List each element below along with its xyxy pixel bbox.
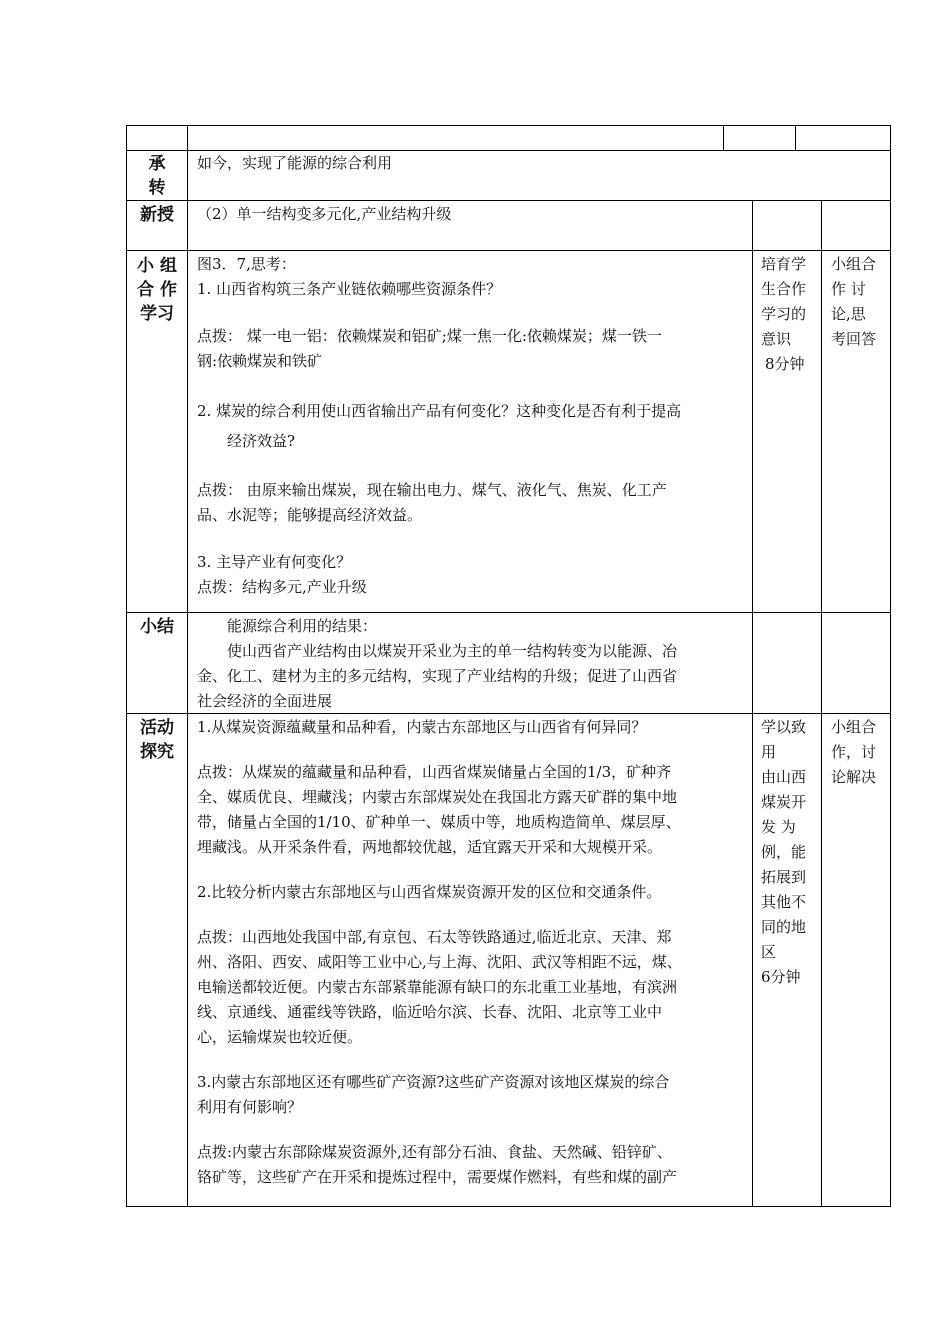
content-line: 如今，实现了能源的综合利用 (197, 154, 393, 172)
table-rule (795, 125, 796, 150)
hint: 州、洛阳、西安、咸阳等工业中心,与上海、沈阳、武汉等相距不远，煤、 (197, 953, 682, 971)
intent-line: 由山西 (761, 768, 807, 786)
label-line: 转 (148, 178, 166, 198)
label-line: 活动 (140, 718, 174, 738)
hint: 点拨：从煤炭的蕴藏量和品种看，山西省煤炭储量占全国的1/3，矿种齐 (197, 763, 672, 781)
row-intent-group-study (761, 252, 806, 377)
intent-line: 其他不 (761, 893, 807, 911)
intent-line: 用 (761, 743, 777, 761)
label-line: 承 (148, 154, 166, 174)
hint: 钢:依赖煤炭和铁矿 (197, 352, 323, 370)
method-line: 小组合 (831, 718, 877, 736)
row-content-activity (197, 715, 682, 1190)
row-method-group-study (831, 252, 876, 352)
intent-line: 学以致 (761, 718, 807, 736)
question: 利用有何影响？ (197, 1098, 303, 1116)
intent-line: 生合作 (761, 280, 807, 298)
intent-line: 意识 (761, 330, 792, 348)
label-line: 小结 (140, 617, 174, 637)
hint: 电输送都较近便。内蒙古东部紧靠能源有缺口的东北重工业基地，有滨洲 (197, 978, 678, 996)
question: 1.从煤炭资源蕴藏量和品种看，内蒙古东部地区与山西省有何异同？ (197, 718, 647, 736)
hint: 线、京通线、通霍线等铁路，临近哈尔滨、长春、沈阳、北京等工业中 (197, 1003, 663, 1021)
intent-line: 拓展到 (761, 868, 807, 886)
method-line: 小组合 (831, 255, 877, 273)
intent-line: 6分钟 (761, 968, 801, 986)
table-border-bottom (126, 1206, 891, 1207)
hint: 点拨： 煤一电一铝：依赖煤炭和铝矿;煤一焦一化:依赖煤炭；煤一铁一 (197, 327, 662, 345)
hint: 点拨： 由原来输出煤炭，现在输出电力、煤气、液化气、焦炭、化工产 (197, 481, 667, 499)
hint: 全、媒质优良、埋藏浅；内蒙古东部煤炭处在我国北方露天矿群的集中地 (197, 788, 678, 806)
hint: 埋藏浅。从开采条件看，两地都较优越，适宜露天开采和大规模开采。 (197, 838, 663, 856)
table-border-right (890, 125, 891, 1207)
hint: 品、水泥等；能够提高经济效益。 (197, 506, 423, 524)
row-label-summary (127, 615, 187, 639)
intent-line: 学习的 (761, 305, 807, 323)
table-rule (821, 200, 822, 1207)
row-content-group-study (197, 252, 681, 600)
label-line: 学习 (140, 304, 174, 324)
hint: 点拨:内蒙古东部除煤炭资源外,还有部分石油、食盐、天然碱、铅锌矿、 (197, 1143, 672, 1161)
intent-line: 发 为 (761, 818, 796, 836)
intent-line: 例，能 (761, 843, 807, 861)
content-line: 能源综合利用的结果： (227, 617, 378, 635)
label-line: 小 组 (137, 256, 177, 276)
table-rule (126, 612, 891, 613)
method-line: 作 讨 (831, 280, 866, 298)
hint: 带，储量占全国的1/10、矿种单一、媒质中等，地质构造简单、煤层厚、 (197, 813, 681, 831)
method-line: 论,思 (831, 305, 866, 323)
intent-line: 培育学 (761, 255, 807, 273)
label-line: 新授 (140, 205, 174, 225)
table-rule (187, 125, 188, 1207)
question: 2. 煤炭的综合利用使山西省输出产品有何变化？这种变化是否有利于提高 (197, 402, 682, 420)
intent-line: 同的地 (761, 918, 807, 936)
row-content-transition (197, 151, 392, 176)
content-line: 社会经济的全面进展 (197, 692, 333, 710)
table-rule (126, 200, 891, 201)
row-intent-activity (761, 715, 806, 990)
method-line: 作，讨 (831, 743, 877, 761)
content-line: 使山西省产业结构由以煤炭开采业为主的单一结构转变为以能源、冶 (227, 642, 678, 660)
row-method-activity (831, 715, 876, 790)
intent-line: 区 (761, 943, 777, 961)
hint: 铬矿等，这些矿产在开采和提炼过程中，需要煤作燃料，有些和煤的副产 (197, 1168, 678, 1186)
row-label-activity (127, 716, 187, 764)
content-line: 金、化工、建材为主的多元结构，实现了产业结构的升级；促进了山西省 (197, 667, 678, 685)
row-label-new-lesson (127, 203, 187, 227)
content-line: 图3．7,思考： (197, 255, 296, 273)
question: 2.比较分析内蒙古东部地区与山西省煤炭资源开发的区位和交通条件。 (197, 883, 662, 901)
question: 经济效益? (227, 432, 296, 450)
row-content-new-lesson (197, 202, 451, 227)
table-rule (126, 250, 891, 251)
label-line: 合 作 (137, 280, 177, 300)
table-border-top (126, 125, 891, 126)
hint: 心，运输煤炭也较近便。 (197, 1028, 363, 1046)
hint: 点拨：结构多元,产业升级 (197, 578, 367, 596)
hint: 点拨：山西地处我国中部,有京包、石太等铁路通过,临近北京、天津、郑 (197, 928, 672, 946)
table-rule (752, 200, 753, 1207)
row-label-transition (127, 152, 187, 200)
intent-line: 8分钟 (765, 355, 805, 373)
content-line: （2）单一结构变多元化,产业结构升级 (197, 205, 452, 223)
method-line: 考回答 (831, 330, 877, 348)
question: 1. 山西省构筑三条产业链依赖哪些资源条件？ (197, 280, 502, 298)
question: 3.内蒙古东部地区还有哪些矿产资源?这些矿产资源对该地区煤炭的综合 (197, 1073, 670, 1091)
row-label-group-study (127, 254, 187, 326)
row-content-summary (197, 614, 677, 714)
intent-line: 煤炭开 (761, 793, 807, 811)
label-line: 探究 (140, 742, 174, 762)
table-rule (723, 125, 724, 150)
question: 3. 主导产业有何变化？ (197, 553, 352, 571)
method-line: 论解决 (831, 768, 877, 786)
